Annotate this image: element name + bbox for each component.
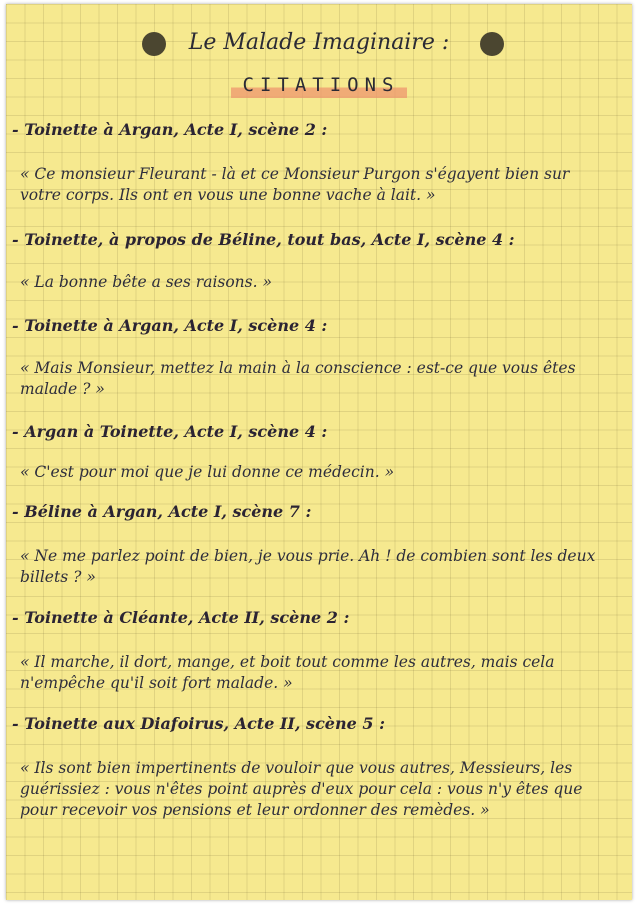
citation-heading: - Béline à Argan, Acte I, scène 7 :	[12, 502, 312, 521]
citation-quote: « La bonne bête a ses raisons. »	[20, 273, 272, 291]
citation-quote: « Il marche, il dort, mange, et boit tout comme les autres, mais cela n'empêche qu'il soit fort malade. »	[20, 653, 555, 692]
citation-heading: - Toinette aux Diafoirus, Acte II, scène 5 :	[12, 714, 385, 733]
subtitle-container	[6, 72, 632, 100]
notebook-page	[6, 4, 632, 900]
citation-quote: « Ce monsieur Fleurant - là et ce Monsieur Purgon s'égayent bien sur votre corps. Ils ont en vous une bonne vache à lait. »	[20, 165, 570, 204]
citation-quote: « Ils sont bien impertinents de vouloir que vous autres, Messieurs, les guérissiez : vous n'êtes point auprès d'eux pour cela : vous n'y êtes que pour recevoir vos pensions et leur ordonner des remèdes. »	[20, 759, 583, 819]
citation-heading: - Toinette, à propos de Béline, tout bas, Acte I, scène 4 :	[12, 230, 515, 249]
citation-heading: - Toinette à Argan, Acte I, scène 4 :	[12, 316, 328, 335]
citation-heading: - Toinette à Argan, Acte I, scène 2 :	[12, 120, 328, 139]
citation-quote: « Ne me parlez point de bien, je vous prie. Ah ! de combien sont les deux billets ? »	[20, 547, 596, 586]
page-title: Le Malade Imaginaire :	[188, 30, 450, 55]
citation-heading: - Toinette à Cléante, Acte II, scène 2 :	[12, 608, 350, 627]
citation-heading: - Argan à Toinette, Acte I, scène 4 :	[12, 422, 328, 441]
citation-quote: « C'est pour moi que je lui donne ce médecin. »	[20, 463, 395, 481]
page-subtitle: CITATIONS	[231, 72, 408, 100]
citation-quote: « Mais Monsieur, mettez la main à la conscience : est-ce que vous êtes malade ? »	[20, 359, 576, 398]
